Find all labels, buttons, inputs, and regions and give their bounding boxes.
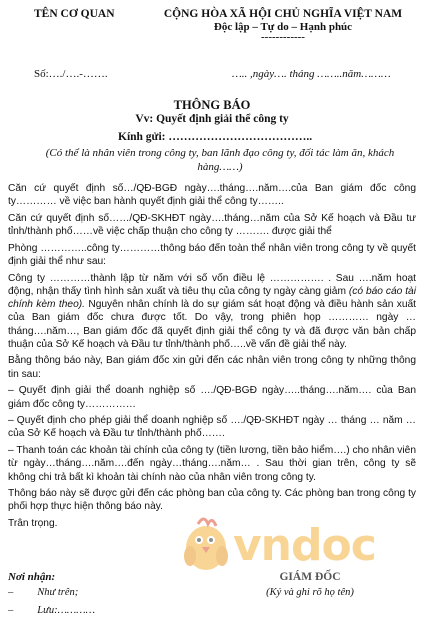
recipient-text: Lưu:…………	[37, 605, 95, 616]
document-title: THÔNG BÁO	[173, 98, 251, 112]
document-number: Số:…./….-…….	[34, 68, 108, 80]
paragraph-company-history	[8, 272, 416, 351]
organization-name: TÊN CƠ QUAN	[34, 8, 115, 20]
paragraph-item-1: – Quyết định giải thể doanh nghiệp số …./QĐ-BGĐ ngày…..tháng….năm…. của Ban giám đốc công ty……………	[8, 385, 416, 410]
watermark-logo	[178, 510, 376, 580]
paragraph-intro: Bằng thông báo này, Ban giám đốc xin gửi đến các nhân viên trong công ty những thông tin sau:	[8, 355, 416, 380]
national-header	[158, 8, 408, 43]
signature-title: GIÁM ĐỐC	[279, 571, 341, 583]
nation-name: CỘNG HÒA XÃ HỘI CHỦ NGHĨA VIỆT NAM	[163, 8, 403, 20]
document-subject: Vv: Quyết định giải thể công ty	[135, 113, 289, 125]
motto: Độc lập – Tự do – Hạnh phúc	[213, 21, 353, 33]
paragraph-item-2: – Quyết định cho phép giải thể doanh nghiệp số …./QĐ-SKHĐT ngày … tháng … năm … của Sở Kế hoạch và Đầu tư tỉnh/thành phố…….	[8, 415, 416, 440]
recipient-item	[8, 587, 78, 598]
document-body	[8, 182, 416, 534]
history-text-before: Công ty …………thành lập từ năm với số vốn điều lệ ……………. . Sau ….năm hoạt động, nhận thấy tình hình sản xuất và tiêu thụ của công ty ngày càng giảm	[8, 272, 416, 297]
paragraph-closing: Trân trọng.	[8, 518, 58, 530]
paragraph-distribution: Thông báo này sẽ được gửi đến các phòng ban của công ty. Các phòng ban trong công ty phối hợp thực hiện thông báo này.	[8, 488, 416, 513]
recipient-item	[8, 605, 95, 616]
recipient-text: Như trên;	[37, 587, 79, 598]
header-divider: ------------	[261, 31, 305, 43]
recipients-heading: Nơi nhận:	[8, 571, 56, 583]
date-line: ….. ,ngày…. tháng ……..năm………	[232, 68, 391, 80]
recipient-dash: –	[8, 605, 14, 616]
watermark-text: vndoc	[233, 520, 376, 571]
paragraph-basis-2: Căn cứ quyết định số……/QĐ-SKHĐT ngày….tháng…năm của Sở Kế hoạch và Đầu tư tỉnh/thành phố……về việc chấp thuận cho công ty ………. được giải thể	[8, 212, 416, 238]
recipient-dash: –	[8, 587, 14, 598]
history-text-italic: (có báo cáo tài chính kèm theo).	[8, 285, 416, 311]
signature-block	[230, 571, 390, 598]
addressee-note: (Có thể là nhân viên trong công ty, ban lãnh đạo công ty, đối tác làm ăn, khách hàng……)	[45, 147, 395, 173]
addressee-line: Kính gửi: ………………………………..	[118, 131, 313, 143]
history-text-after: Nguyên nhân chính là do sự giám sát hoạt động và điều hành sản xuất của Ban giám đốc chưa được tốt. Do vậy, trong phiên họp ………… ngày …tháng….năm…, Ban giám đốc đã quyết định giải thể công ty và đã được văn bản chấp thuận của Sở Kế hoạch và Đầu tư tỉnh/thành phố…..về vấn đề giải thể này.	[8, 299, 416, 350]
signature-note: (Ký và ghi rõ họ tên)	[266, 587, 354, 598]
paragraph-announcement: Phòng …………..công ty…………thông báo đến toàn thể nhân viên trong công ty về quyết định giải thể như sau:	[8, 242, 416, 268]
paragraph-item-3: – Thanh toán các khoản tài chính của công ty (tiền lương, tiền bảo hiểm….) cho nhân viên từ ngày…tháng….năm….đến ngày…tháng….năm… . Sau thời gian trên, công ty sẽ không chi trả bất kì khoản tài chính nào của nhân viên trong công ty.	[8, 445, 416, 483]
paragraph-basis-1: Căn cứ quyết định số…/QĐ-BGĐ ngày….tháng….năm….của Ban giám đốc công ty………… về việc ban hành quyết định giải thể công ty……..	[8, 183, 416, 208]
chick-mascot-icon	[178, 512, 234, 574]
